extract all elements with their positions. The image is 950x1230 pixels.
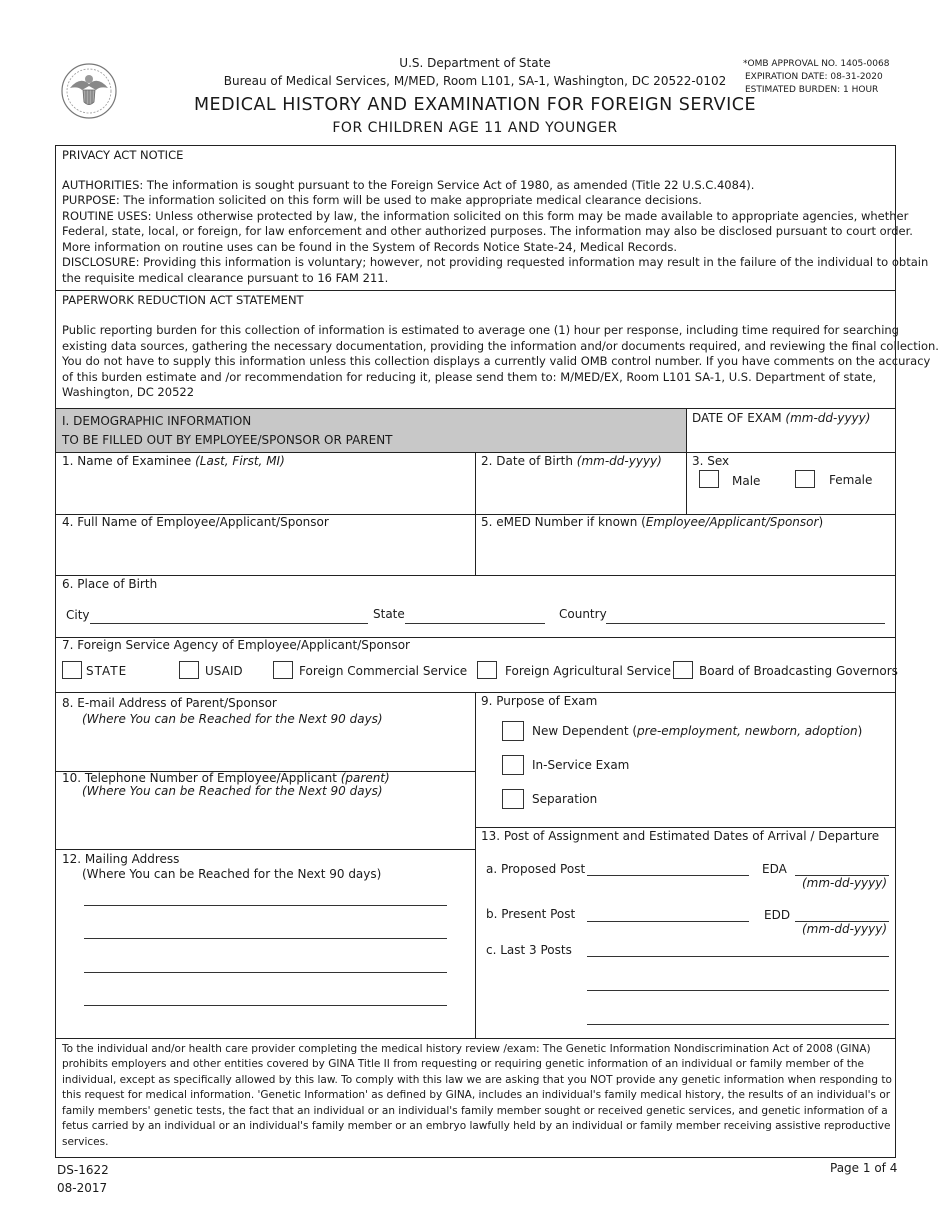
paperwork-heading: PAPERWORK REDUCTION ACT STATEMENT [62,293,304,307]
purpose-of-exam-label: 9. Purpose of Exam [481,694,598,708]
omb-approval: *OMB APPROVAL NO. 1405-0068 [743,59,890,69]
post-assignment-label: 13. Post of Assignment and Estimated Dates of Arrival / Departure [481,829,880,843]
agency-fas-label: Foreign Agricultural Service [505,664,671,678]
sponsor-name-label: 4. Full Name of Employee/Applicant/Sponsor [62,515,329,529]
edd-format-hint: (mm-dd-yyyy) [802,922,888,936]
gina-text-3: individual, except as specifically allowed by this law. To comply with this law we are asking that you NOT provide any genetic information when responding to [62,1074,892,1086]
agency-usaid-label: USAID [205,664,243,678]
in-service-exam-checkbox[interactable] [502,755,524,775]
email-label: 8. E-mail Address of Parent/Sponsor [62,696,277,710]
examinee-name-field[interactable] [58,471,472,511]
paperwork-text-4: of this burden estimate and /or recommendation for reducing it, please send them to: M/MED/EX, Room L101 SA-1, U.S. Department of state, [62,370,877,384]
form-number: DS-1622 [57,1163,109,1177]
country-field[interactable] [606,623,885,624]
privacy-purpose: PURPOSE: The information solicited on this form will be used to make appropriate medical clearance decisions. [62,193,702,207]
sex-label: 3. Sex [692,454,730,468]
present-post-field[interactable] [587,921,749,922]
date-of-exam-label: DATE OF EXAM (mm-dd-yyyy) [692,411,871,425]
proposed-post-field[interactable] [587,875,749,876]
privacy-routine-uses-3: More information on routine uses can be found in the System of Records Notice State-24, Medical Records. [62,240,678,254]
city-label: City [66,608,90,622]
proposed-post-label: a. Proposed Post [486,862,586,876]
state-label: State [373,607,405,621]
female-checkbox[interactable] [795,470,815,488]
form-revision-date: 08-2017 [57,1181,108,1195]
mailing-address-line-3[interactable] [84,972,447,973]
date-of-exam-field[interactable] [688,428,893,450]
separation-label: Separation [532,792,598,806]
paperwork-text-2: existing data sources, gathering the necessary documentation, providing the information and/or documents required, and reviewing the final collection. [62,339,939,353]
emed-number-field[interactable] [478,533,892,572]
eda-label: EDA [762,862,787,876]
section-subtitle: TO BE FILLED OUT BY EMPLOYEE/SPONSOR OR PARENT [62,433,393,447]
expiration-date: EXPIRATION DATE: 08-31-2020 [745,72,883,82]
date-of-birth-label: 2. Date of Birth (mm-dd-yyyy) [481,454,662,468]
male-checkbox[interactable] [699,470,719,488]
form-subtitle: FOR CHILDREN AGE 11 AND YOUNGER [332,120,618,136]
country-label: Country [559,607,607,621]
privacy-disclosure-2: the requisite medical clearance pursuant to 16 FAM 211. [62,271,389,285]
form-title: MEDICAL HISTORY AND EXAMINATION FOR FOREIGN SERVICE [193,95,757,115]
new-dependent-label: New Dependent (pre-employment, newborn, adoption) [532,724,863,738]
date-of-birth-field[interactable] [478,471,683,511]
gina-text-6: fetus carried by an individual or an individual's family member or an embryo lawfully held by an individual or family member receiving assistive reproductive [62,1120,891,1132]
agency-fas-checkbox[interactable] [477,661,497,679]
agency-bbg-label: Board of Broadcasting Governors [699,664,898,678]
gina-text-4: this request for medical information. 'Genetic Information' as defined by GINA, includes an individual's family medical history, the results of an individual's or [62,1089,891,1101]
gina-text-1: To the individual and/or health care provider completing the medical history review /exam: The Genetic Information Nondiscrimination Act of 2008 (GINA) [62,1043,871,1055]
paperwork-text-5: Washington, DC 20522 [62,385,195,399]
eda-format-hint: (mm-dd-yyyy) [802,876,888,890]
privacy-heading: PRIVACY ACT NOTICE [62,148,184,162]
privacy-routine-uses: ROUTINE USES: Unless otherwise protected by law, the information solicited on this form may be made available to appropriate agencies, whether [62,209,909,223]
separation-checkbox[interactable] [502,789,524,809]
gina-text-2: prohibits employers and other entities covered by GINA Title II from requesting or requiring genetic information of an individual or family member of the [62,1058,864,1070]
male-label: Male [732,474,761,488]
mailing-address-hint: (Where You can be Reached for the Next 90 days) [82,867,382,881]
agency-bbg-checkbox[interactable] [673,661,693,679]
last-post-field-3[interactable] [587,1024,889,1025]
estimated-burden: ESTIMATED BURDEN: 1 HOUR [745,85,879,95]
emed-number-label: 5. eMED Number if known (Employee/Applicant/Sponsor) [481,515,824,529]
last-post-field-1[interactable] [587,956,889,957]
in-service-exam-label: In-Service Exam [532,758,630,772]
sponsor-name-field[interactable] [58,533,472,572]
agency-usaid-checkbox[interactable] [179,661,199,679]
agency-fcs-label: Foreign Commercial Service [299,664,468,678]
bureau-address: Bureau of Medical Services, M/MED, Room L101, SA-1, Washington, DC 20522-0102 [223,74,727,88]
telephone-hint: (Where You can be Reached for the Next 90 days) [82,784,383,798]
department-name: U.S. Department of State [399,56,551,70]
section-title: I. DEMOGRAPHIC INFORMATION [62,414,252,428]
privacy-disclosure: DISCLOSURE: Providing this information is voluntary; however, not providing requested information may result in the failure of the individual to obtain [62,255,929,269]
place-of-birth-label: 6. Place of Birth [62,577,158,591]
agency-label: 7. Foreign Service Agency of Employee/Applicant/Sponsor [62,638,410,652]
mailing-address-line-2[interactable] [84,938,447,939]
last-3-posts-label: c. Last 3 Posts [486,943,572,957]
privacy-authorities: AUTHORITIES: The information is sought pursuant to the Foreign Service Act of 1980, as amended (Title 22 U.S.C.4084). [62,178,755,192]
telephone-label: 10. Telephone Number of Employee/Applicant (parent) [62,771,390,785]
gina-text-7: services. [62,1136,109,1148]
mailing-address-line-4[interactable] [84,1005,447,1006]
mailing-address-label: 12. Mailing Address [62,852,180,866]
agency-state-label: STATE [86,664,128,678]
agency-state-checkbox[interactable] [62,661,82,679]
edd-label: EDD [764,908,791,922]
page-number: Page 1 of 4 [830,1161,898,1175]
email-field[interactable] [58,730,472,768]
female-label: Female [829,473,873,487]
email-hint: (Where You can be Reached for the Next 90 days) [82,712,383,726]
telephone-field[interactable] [58,802,472,846]
mailing-address-line-1[interactable] [84,905,447,906]
last-post-field-2[interactable] [587,990,889,991]
examinee-name-label: 1. Name of Examinee (Last, First, MI) [62,454,285,468]
paperwork-text-3: You do not have to supply this information unless this collection displays a currently valid OMB control number. If you have comments on the accuracy [62,354,931,368]
agency-fcs-checkbox[interactable] [273,661,293,679]
paperwork-text-1: Public reporting burden for this collection of information is estimated to average one (1) hour per response, including time required for searching [62,323,899,337]
state-field[interactable] [405,623,545,624]
new-dependent-checkbox[interactable] [502,721,524,741]
privacy-routine-uses-2: Federal, state, local, or foreign, for law enforcement and other authorized purposes. The information may also be disclosed pursuant to court order. [62,224,913,238]
city-field[interactable] [90,623,368,624]
present-post-label: b. Present Post [486,907,576,921]
gina-text-5: family members' genetic tests, the fact that an individual or an individual's family member sought or received genetic services, and genetic information of a [62,1105,888,1117]
